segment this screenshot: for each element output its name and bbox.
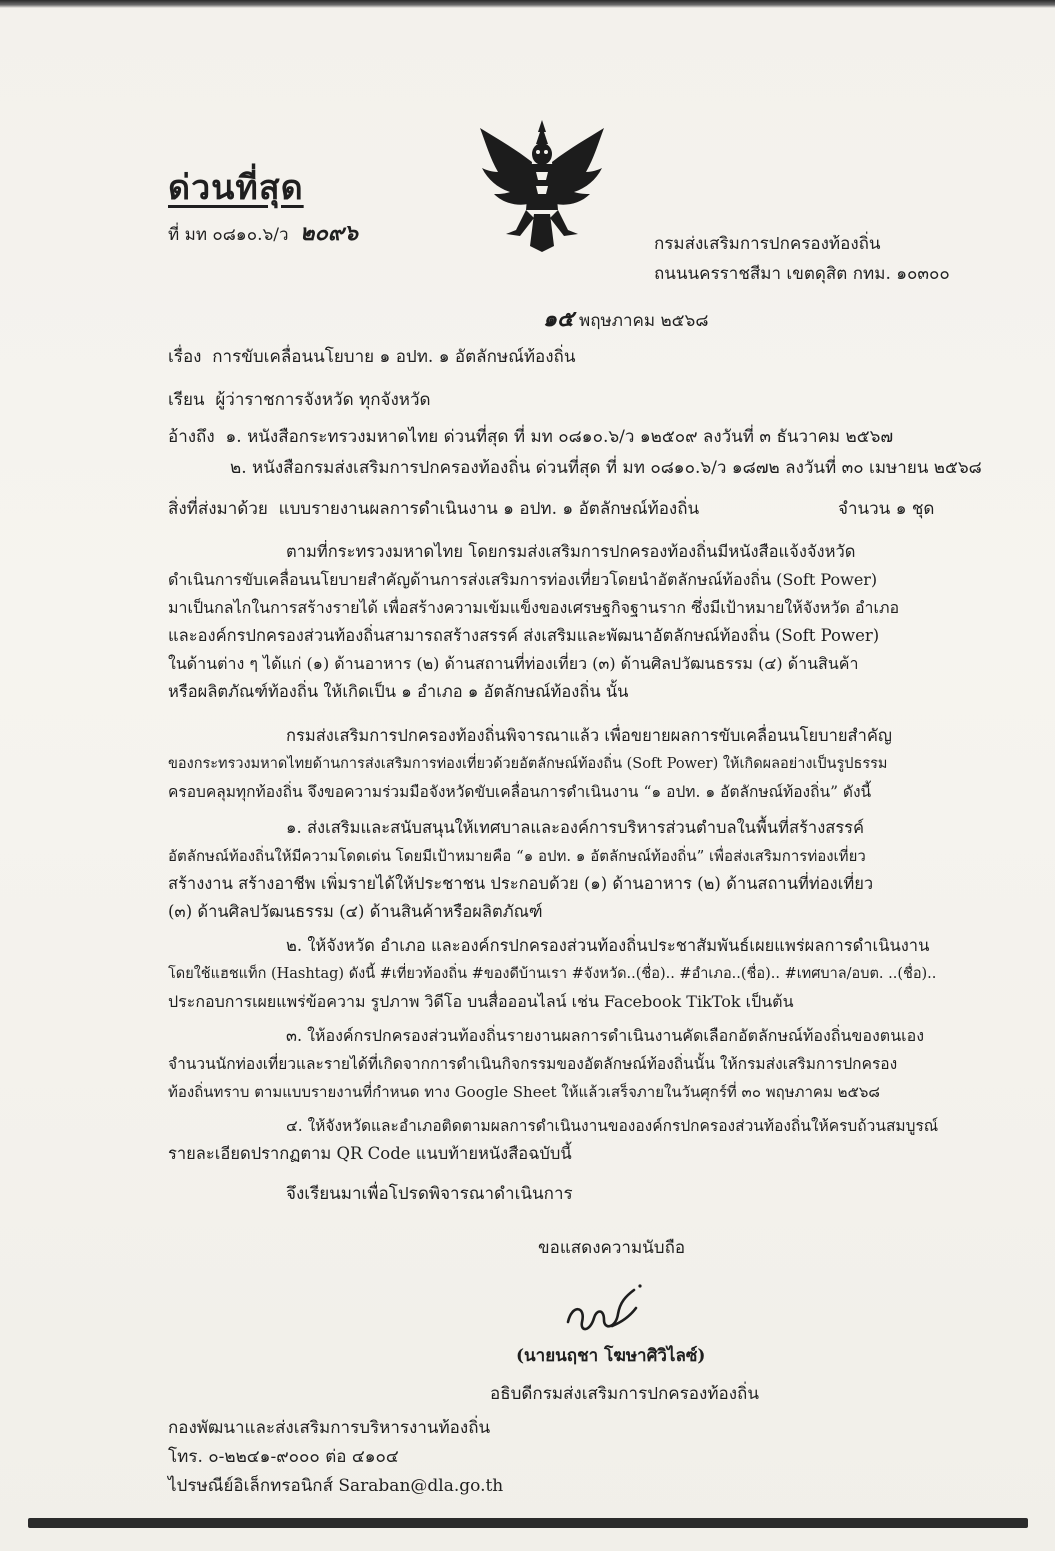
issuer-address: ถนนนครราชสีมา เขตดุสิต กทม. ๑๐๓๐๐ bbox=[654, 264, 950, 284]
handwritten-signature-icon bbox=[560, 1282, 660, 1342]
footer-division: กองพัฒนาและส่งเสริมการบริหารงานท้องถิ่น bbox=[168, 1418, 491, 1438]
enclosure-label: สิ่งที่ส่งมาด้วย bbox=[168, 499, 268, 519]
body-line: รายละเอียดปรากฏตาม QR Code แนบท้ายหนังสือฉบับนี้ bbox=[168, 1144, 572, 1163]
garuda-emblem-icon bbox=[476, 118, 608, 252]
urgency-stamp: ด่วนที่สุด bbox=[168, 168, 304, 208]
signatory-position: อธิบดีกรมส่งเสริมการปกครองท้องถิ่น bbox=[490, 1384, 759, 1404]
body-line: (๓) ด้านศิลปวัฒนธรรม (๔) ด้านสินค้าหรือผลิตภัณฑ์ bbox=[168, 902, 543, 921]
body-line: ๔. ให้จังหวัดและอำเภอติดตามผลการดำเนินงานขององค์กรปกครองส่วนท้องถิ่นให้ครบถ้วนสมบูรณ์ bbox=[286, 1117, 939, 1135]
subject-text: การขับเคลื่อนนโยบาย ๑ อปท. ๑ อัตลักษณ์ท้องถิ่น bbox=[212, 347, 576, 367]
scan-edge-bottom bbox=[28, 1518, 1028, 1528]
body-line: กรมส่งเสริมการปกครองท้องถิ่นพิจารณาแล้ว เพื่อขยายผลการขับเคลื่อนนโยบายสำคัญ bbox=[286, 726, 892, 745]
enclosure-quantity: จำนวน ๑ ชุด bbox=[838, 499, 935, 519]
document-number: ที่ มท ๐๘๑๐.๖/ว ๒๐๙๖ bbox=[168, 221, 358, 246]
reference-line-1 bbox=[168, 425, 893, 449]
enclosure-text: แบบรายงานผลการดำเนินงาน ๑ อปท. ๑ อัตลักษณ์ท้องถิ่น bbox=[278, 499, 700, 519]
reference-label: อ้างถึง bbox=[168, 427, 215, 447]
body-line: ๑. ส่งเสริมและสนับสนุนให้เทศบาลและองค์การบริหารส่วนตำบลในพื้นที่สร้างสรรค์ bbox=[286, 818, 865, 837]
body-line: และองค์กรปกครองส่วนท้องถิ่นสามารถสร้างสรรค์ ส่งเสริมและพัฒนาอัตลักษณ์ท้องถิ่น (Soft Power) bbox=[168, 626, 880, 645]
body-line: อัตลักษณ์ท้องถิ่นให้มีความโดดเด่น โดยมีเป้าหมายคือ “๑ อปท. ๑ อัตลักษณ์ท้องถิ่น” เพื่อส่งเสริมการท่องเที่ยว bbox=[168, 847, 866, 865]
body-line: หรือผลิตภัณฑ์ท้องถิ่น ให้เกิดเป็น ๑ อำเภอ ๑ อัตลักษณ์ท้องถิ่น นั้น bbox=[168, 682, 629, 701]
body-line: ของกระทรวงมหาดไทยด้านการส่งเสริมการท่องเที่ยวด้วยอัตลักษณ์ท้องถิ่น (Soft Power) ให้เกิดผลอย่างเป็นรูปธรรม bbox=[168, 756, 888, 772]
subject-line bbox=[168, 345, 575, 369]
body-line: ๒. ให้จังหวัด อำเภอ และองค์กรปกครองส่วนท้องถิ่นประชาสัมพันธ์เผยแพร่ผลการดำเนินงาน bbox=[286, 936, 930, 955]
body-line: ๓. ให้องค์กรปกครองส่วนท้องถิ่นรายงานผลการดำเนินงานคัดเลือกอัตลักษณ์ท้องถิ่นของตนเอง bbox=[286, 1026, 925, 1045]
reference-item: ๑. หนังสือกระทรวงมหาดไทย ด่วนที่สุด ที่ มท ๐๘๑๐.๖/ว ๑๒๕๐๙ ลงวันที่ ๓ ธันวาคม ๒๕๖๗ bbox=[225, 427, 894, 447]
signatory-name: (นายนฤชา โฆษาศิวิไลซ์) bbox=[516, 1346, 706, 1366]
footer-phone: โทร. ๐-๒๒๔๑-๙๐๐๐ ต่อ ๔๑๐๔ bbox=[168, 1447, 399, 1467]
subject-label: เรื่อง bbox=[168, 347, 202, 367]
addressee-line bbox=[168, 388, 431, 412]
body-line: โดยใช้แฮชแท็ก (Hashtag) ดังนี้ #เที่ยวท้องถิ่น #ของดีบ้านเรา #จังหวัด..(ชื่อ).. #อำเภอ..(ชื่อ).. #เทศบาล/อบต. ..(ชื่อ).. bbox=[168, 966, 937, 982]
reference-item: ๒. หนังสือกรมส่งเสริมการปกครองท้องถิ่น ด่วนที่สุด ที่ มท ๐๘๑๐.๖/ว ๑๘๗๒ ลงวันที่ ๓๐ เมษายน ๒๕๖๘ bbox=[230, 458, 982, 478]
document-number-handwritten: ๒๐๙๖ bbox=[299, 221, 358, 246]
enclosure-line bbox=[168, 497, 699, 521]
body-line: ท้องถิ่นทราบ ตามแบบรายงานที่กำหนด ทาง Google Sheet ให้แล้วเสร็จภายในวันศุกร์ที่ ๓๐ พฤษภาคม ๒๕๖๘ bbox=[168, 1083, 880, 1101]
addressee-text: ผู้ว่าราชการจังหวัด ทุกจังหวัด bbox=[215, 390, 431, 410]
body-line: ดำเนินการขับเคลื่อนนโยบายสำคัญด้านการส่งเสริมการท่องเที่ยวโดยนำอัตลักษณ์ท้องถิ่น (Soft Power) bbox=[168, 570, 878, 589]
body-line: ในด้านต่าง ๆ ได้แก่ (๑) ด้านอาหาร (๒) ด้านสถานที่ท่องเที่ยว (๓) ด้านศิลปวัฒนธรรม (๔) ด้านสินค้า bbox=[168, 654, 859, 673]
closing-sentence: จึงเรียนมาเพื่อโปรดพิจารณาดำเนินการ bbox=[286, 1184, 573, 1204]
issuer-name: กรมส่งเสริมการปกครองท้องถิ่น bbox=[654, 234, 881, 254]
regards-text: ขอแสดงความนับถือ bbox=[538, 1238, 686, 1258]
body-line: ตามที่กระทรวงมหาดไทย โดยกรมส่งเสริมการปกครองท้องถิ่นมีหนังสือแจ้งจังหวัด bbox=[286, 542, 856, 561]
addressee-label: เรียน bbox=[168, 390, 205, 410]
footer-email: ไปรษณีย์อิเล็กทรอนิกส์ Saraban@dla.go.th bbox=[168, 1476, 504, 1496]
document-date: ๑๕ พฤษภาคม ๒๕๖๘ bbox=[543, 307, 709, 332]
body-line: ครอบคลุมทุกท้องถิ่น จึงขอความร่วมมือจังหวัดขับเคลื่อนการดำเนินงาน “๑ อปท. ๑ อัตลักษณ์ท้องถิ่น” ดังนี้ bbox=[168, 783, 872, 801]
body-line: จำนวนนักท่องเที่ยวและรายได้ที่เกิดจากการดำเนินกิจกรรมของอัตลักษณ์ท้องถิ่นนั้น ให้กรมส่งเสริมการปกครอง bbox=[168, 1055, 898, 1073]
body-line: ประกอบการเผยแพร่ข้อความ รูปภาพ วิดีโอ บนสื่อออนไลน์ เช่น Facebook TikTok เป็นต้น bbox=[168, 992, 794, 1011]
body-line: สร้างงาน สร้างอาชีพ เพิ่มรายได้ให้ประชาชน ประกอบด้วย (๑) ด้านอาหาร (๒) ด้านสถานที่ท่องเที่ยว bbox=[168, 874, 874, 893]
body-line: มาเป็นกลไกในการสร้างรายได้ เพื่อสร้างความเข้มแข็งของเศรษฐกิจฐานราก ซึ่งมีเป้าหมายให้จังหวัด อำเภอ bbox=[168, 598, 900, 617]
scan-edge-top bbox=[0, 0, 1055, 8]
date-day-handwritten: ๑๕ bbox=[543, 307, 574, 332]
